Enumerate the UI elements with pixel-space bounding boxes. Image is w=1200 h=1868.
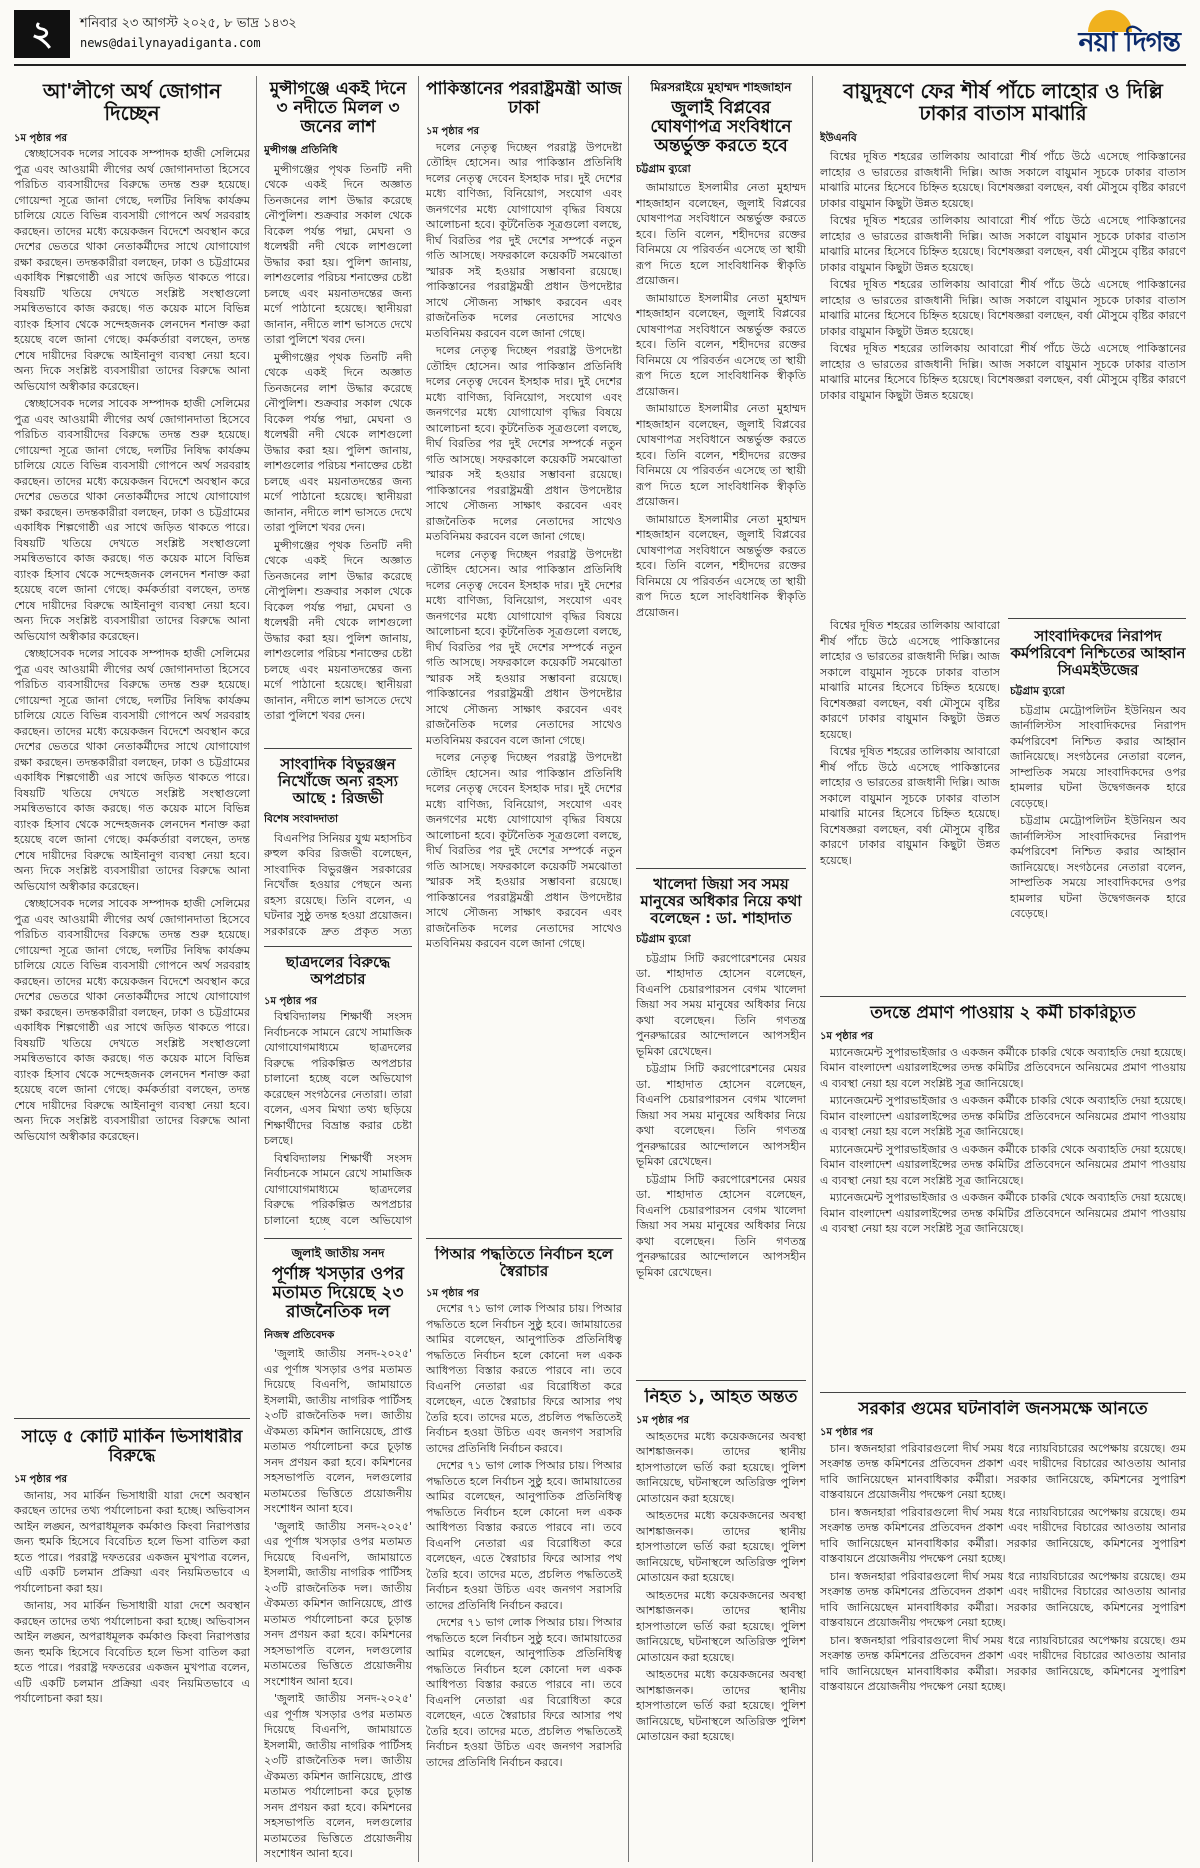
headline[interactable]: তদন্তে প্রমাণ পাওয়ায় ২ কর্মী চাকরিচ্যুত (870, 1004, 1136, 1023)
story-divider (264, 1238, 412, 1239)
story-body: বিশ্ববিদ্যালয় শিক্ষার্থী সংসদ নির্বাচনকে সামনে রেখে সামাজিক যোগাযোগমাধ্যমে ছাত্রদলের বিরুদ্ধে পরিকল্পিত অপপ্রচার চালানো হচ্ছে বলে অভিযোগ করেছেন সংগঠনের নেতারা। তারা বলেন, এসব মিথ্যা তথ্য ছড়িয়ে শিক্ষার্থীদের বিভ্রান্ত করার চেষ্টা চলছে। (264, 1010, 412, 1148)
story-awami (14, 80, 250, 1400)
column-rule (256, 76, 257, 1862)
story-visa (14, 1428, 250, 1862)
byline: বিশেষ সংবাদদাতা (264, 813, 339, 826)
story-divider (636, 1380, 806, 1381)
masthead (14, 8, 1186, 66)
story-divider (636, 868, 806, 869)
continuation-label: ১ম পৃষ্ঠার পর (264, 995, 317, 1007)
headline[interactable]: মুন্সীগঞ্জে একই দিনে ৩ নদীতে মিলল ৩ জনের লাশ (269, 80, 407, 138)
column-rule (812, 76, 813, 1862)
story-body: বিশ্বের দূষিত শহরের তালিকায় আবারো শীর্ষ পাঁচে উঠে এসেছে পাকিস্তানের লাহোর ও ভারতের রাজধানী দিল্লি। আজ সকালে বায়ুমান সূচকে ঢাকার বাতাস মাঝারি মানের হিসেবে চিহ্নিত হয়েছে। বিশেষজ্ঞরা বলছেন, বর্ষা মৌসুমে বৃষ্টির কারণে ঢাকার বায়ুমান কিছুটা উন্নত হয়েছে। (820, 150, 1186, 210)
story-body-more: বিশ্বের দূষিত শহরের তালিকায় আবারো শীর্ষ পাঁচে উঠে এসেছে পাকিস্তানের লাহোর ও ভারতের রাজধানী দিল্লি। আজ সকালে বায়ুমান সূচকে ঢাকার বাতাস মাঝারি মানের হিসেবে চিহ্নিত হয়েছে। বিশেষজ্ঞরা বলছেন, বর্ষা মৌসুমে বৃষ্টির কারণে ঢাকার বায়ুমান কিছুটা উন্নত হয়েছে। (820, 619, 1000, 741)
story-body-more: চট্টগ্রাম মেট্রোপলিটন ইউনিয়ন অব জার্নালিস্টস সাংবাদিকদের নিরাপদ কর্মপরিবেশ নিশ্চিত করার আহ্বান জানিয়েছে। সংগঠনের নেতারা বলেন, সাম্প্রতিক সময়ে সাংবাদিকদের ওপর হামলার ঘটনা উদ্বেগজনক হারে বেড়েছে। (1010, 814, 1186, 921)
continuation-label: ১ম পৃষ্ঠার পর (820, 1031, 873, 1043)
story-body-more: বিশ্বের দূষিত শহরের তালিকায় আবারো শীর্ষ পাঁচে উঠে এসেছে পাকিস্তানের লাহোর ও ভারতের রাজধানী দিল্লি। আজ সকালে বায়ুমান সূচকে ঢাকার বাতাস মাঝারি মানের হিসেবে চিহ্নিত হয়েছে। বিশেষজ্ঞরা বলছেন, বর্ষা মৌসুমে বৃষ্টির কারণে ঢাকার বায়ুমান কিছুটা উন্নত হয়েছে। (820, 278, 1186, 338)
story-body-more: জামায়াতে ইসলামীর নেতা মুহাম্মদ শাহজাহান বলেছেন, জুলাই বিপ্লবের ঘোষণাপত্র সংবিধানে অন্তর্ভুক্ত করতে হবে। তিনি বলেন, শহীদদের রক্তের বিনিময়ে যে পরিবর্তন এসেছে তা স্থায়ী রূপ দিতে হলে সাংবিধানিক স্বীকৃতি প্রয়োজন। (636, 402, 806, 509)
story-body: বিএনপির সিনিয়র যুগ্ম মহাসচিব রুহুল কবির রিজভী বলেছেন, সাংবাদিক বিভুরঞ্জন সরকারের নিখোঁজ হওয়ার পেছনে অন্য রহস্য রয়েছে। তিনি বলেন, এ ঘটনার সুষ্ঠু তদন্ত হওয়া প্রয়োজন। সরকারকে দ্রুত প্রকৃত সত্য (264, 831, 412, 938)
story-body: চান। স্বজনহারা পরিবারগুলো দীর্ঘ সময় ধরে ন্যায়বিচারের অপেক্ষায় রয়েছে। গুম সংক্রান্ত তদন্ত কমিশনের প্রতিবেদন প্রকাশ এবং দায়ীদের বিচারের আওতায় আনার দাবি জানিয়েছেন মানবাধিকার কর্মীরা। সরকার জানিয়েছে, কমিশনের সুপারিশ বাস্তবায়নে প্রয়োজনীয় পদক্ষেপ নেয়া হচ্ছে। (820, 1441, 1186, 1502)
story-divider (264, 748, 412, 749)
story-body-more: দেশের ৭১ ভাগ লোক পিআর চায়। পিআর পদ্ধতিতে হলে নির্বাচন সুষ্ঠু হবে। জামায়াতের আমির বলেছেন, আনুপাতিক প্রতিনিধিত্ব পদ্ধতিতে নির্বাচন হলে কোনো দল একক আধিপত্য বিস্তার করতে পারবে না। তবে বিএনপি নেতারা এর বিরোধিতা করে বলেছেন, এতে স্বৈরাচার ফিরে আসার পথ তৈরি হবে। তাদের মতে, প্রচলিত পদ্ধতিতেই নির্বাচন হওয়া উচিত এবং জনগণ সরাসরি তাদের প্রতিনিধি নির্বাচন করবে। (426, 1459, 622, 1612)
headline[interactable]: পূর্ণাঙ্গ খসড়ার ওপর মতামত দিয়েছে ২৩ রাজনৈতিক দল (271, 1263, 405, 1322)
story-body-more: ম্যানেজমেন্ট সুপারভাইজার ও একজন কর্মীকে চাকরি থেকে অব্যাহতি দেয়া হয়েছে। বিমান বাংলাদেশ এয়ারলাইন্সের তদন্ত কমিটির প্রতিবেদনে অনিয়মের প্রমাণ পাওয়ায় এ ব্যবস্থা নেয়া হয় বলে সংশ্লিষ্ট সূত্র জানিয়েছে। (820, 1142, 1186, 1187)
story-gum (820, 1400, 1186, 1862)
headline[interactable]: সাংবাদিকদের নিরাপদ কর্মপরিবেশ নিশ্চিতের আহ্বান সিএমইউজের (1010, 628, 1186, 679)
story-body-more: মুন্সীগঞ্জের পৃথক তিনটি নদী থেকে একই দিনে অজ্ঞাত তিনজনের লাশ উদ্ধার করেছে নৌপুলিশ। শুক্রবার সকাল থেকে বিকেল পর্যন্ত পদ্মা, মেঘনা ও ধলেশ্বরী নদী থেকে লাশগুলো উদ্ধার করা হয়। পুলিশ জানায়, লাশগুলোর পরিচয় শনাক্তের চেষ্টা চলছে এবং ময়নাতদন্তের জন্য মর্গে পাঠানো হয়েছে। স্থানীয়রা জানান, নদীতে লাশ ভাসতে দেখে তারা পুলিশে খবর দেন। (264, 350, 412, 535)
newspaper-logo (1036, 8, 1186, 60)
byline: চট্টগ্রাম ব্যুরো (1010, 685, 1065, 698)
story-body: স্বেচ্ছাসেবক দলের সাবেক সম্পাদক হাজী সেলিমের পুত্র এবং আওয়ামী লীগের অর্থ জোগানদাতা হিসেবে পরিচিত ব্যবসায়ীদের বিরুদ্ধে তদন্ত শুরু হয়েছে। গোয়েন্দা সূত্রে জানা গেছে, দলটির নিষিদ্ধ কার্যক্রম চালিয়ে যেতে বিভিন্ন ব্যবসায়ী গোপনে অর্থ সরবরাহ করছেন। তাদের মধ্যে কয়েকজন বিদেশে অবস্থান করে দেশের ভেতরে থাকা নেতাকর্মীদের সাথে যোগাযোগ রক্ষা করছেন। তদন্তকারীরা বলছেন, ঢাকা ও চট্টগ্রামের একাধিক শিল্পগোষ্ঠী এর সাথে জড়িত থাকতে পারে। বিষয়টি খতিয়ে দেখতে সংশ্লিষ্ট সংস্থাগুলো সমন্বিতভাবে কাজ করছে। গত কয়েক মাসে বিভিন্ন ব্যাংক হিসাব থেকে সন্দেহজনক লেনদেন শনাক্ত করা হয়েছে বলে জানা গেছে। কর্মকর্তারা বলছেন, তদন্ত শেষে দায়ীদের বিরুদ্ধে আইনানুগ ব্যবস্থা নেয়া হবে। অন্য দিকে সংশ্লিষ্ট ব্যবসায়ীরা তাদের বিরুদ্ধে আনা অভিযোগ অস্বীকার করেছেন। (14, 147, 250, 393)
story-body-more: স্বেচ্ছাসেবক দলের সাবেক সম্পাদক হাজী সেলিমের পুত্র এবং আওয়ামী লীগের অর্থ জোগানদাতা হিসেবে পরিচিত ব্যবসায়ীদের বিরুদ্ধে তদন্ত শুরু হয়েছে। গোয়েন্দা সূত্রে জানা গেছে, দলটির নিষিদ্ধ কার্যক্রম চালিয়ে যেতে বিভিন্ন ব্যবসায়ী গোপনে অর্থ সরবরাহ করছেন। তাদের মধ্যে কয়েকজন বিদেশে অবস্থান করে দেশের ভেতরে থাকা নেতাকর্মীদের সাথে যোগাযোগ রক্ষা করছেন। তদন্তকারীরা বলছেন, ঢাকা ও চট্টগ্রামের একাধিক শিল্পগোষ্ঠী এর সাথে জড়িত থাকতে পারে। বিষয়টি খতিয়ে দেখতে সংশ্লিষ্ট সংস্থাগুলো সমন্বিতভাবে কাজ করছে। গত কয়েক মাসে বিভিন্ন ব্যাংক হিসাব থেকে সন্দেহজনক লেনদেন শনাক্ত করা হয়েছে বলে জানা গেছে। কর্মকর্তারা বলছেন, তদন্ত শেষে দায়ীদের বিরুদ্ধে আইনানুগ ব্যবস্থা নেয়া হবে। অন্য দিকে সংশ্লিষ্ট ব্যবসায়ীরা তাদের বিরুদ্ধে আনা অভিযোগ অস্বীকার করেছেন। (14, 897, 250, 1143)
byline: চট্টগ্রাম ব্যুরো (636, 933, 691, 946)
story-air-pollution (820, 80, 1186, 610)
story-divider (14, 1418, 250, 1419)
story-body-more: দলের নেতৃত্ব দিচ্ছেন পররাষ্ট্র উপদেষ্টা তৌহিদ হোসেন। আর পাকিস্তান প্রতিনিধি দলের নেতৃত্ব দেবেন ইসহাক দার। দুই দেশের মধ্যে বাণিজ্য, বিনিয়োগ, সংযোগ এবং জনগণের মধ্যে যোগাযোগ বৃদ্ধির বিষয়ে আলোচনা হবে। কূটনৈতিক সূত্রগুলো বলছে, দীর্ঘ বিরতির পর দুই দেশের সম্পর্কে নতুন গতি আসছে। সফরকালে কয়েকটি সমঝোতা স্মারক সই হওয়ার সম্ভাবনা রয়েছে। পাকিস্তানের পররাষ্ট্রমন্ত্রী প্রধান উপদেষ্টার সাথে সৌজন্য সাক্ষাৎ করবেন এবং রাজনৈতিক দলের নেতাদের সাথেও মতবিনিময় করবেন বলে জানা গেছে। (426, 751, 622, 951)
headline[interactable]: সাংবাদিক বিভুরঞ্জন নিখোঁজে অন্য রহস্য আছে : রিজভী (277, 756, 399, 807)
story-body-more: চান। স্বজনহারা পরিবারগুলো দীর্ঘ সময় ধরে ন্যায়বিচারের অপেক্ষায় রয়েছে। গুম সংক্রান্ত তদন্ত কমিশনের প্রতিবেদন প্রকাশ এবং দায়ীদের বিচারের আওতায় আনার দাবি জানিয়েছেন মানবাধিকার কর্মীরা। সরকার জানিয়েছে, কমিশনের সুপারিশ বাস্তবায়নে প্রয়োজনীয় পদক্ষেপ নেয়া হচ্ছে। (820, 1505, 1186, 1566)
story-body-more: আহতদের মধ্যে কয়েকজনের অবস্থা আশঙ্কাজনক। তাদের স্থানীয় হাসপাতালে ভর্তি করা হয়েছে। পুলিশ জানিয়েছে, ঘটনাস্থলে অতিরিক্ত পুলিশ মোতায়েন করা হয়েছে। (636, 1509, 806, 1585)
story-body-more: বিশ্বের দূষিত শহরের তালিকায় আবারো শীর্ষ পাঁচে উঠে এসেছে পাকিস্তানের লাহোর ও ভারতের রাজধানী দিল্লি। আজ সকালে বায়ুমান সূচকে ঢাকার বাতাস মাঝারি মানের হিসেবে চিহ্নিত হয়েছে। বিশেষজ্ঞরা বলছেন, বর্ষা মৌসুমে বৃষ্টির কারণে ঢাকার বায়ুমান কিছুটা উন্নত হয়েছে। (820, 214, 1186, 274)
story-body-more: চান। স্বজনহারা পরিবারগুলো দীর্ঘ সময় ধরে ন্যায়বিচারের অপেক্ষায় রয়েছে। গুম সংক্রান্ত তদন্ত কমিশনের প্রতিবেদন প্রকাশ এবং দায়ীদের বিচারের আওতায় আনার দাবি জানিয়েছেন মানবাধিকার কর্মীরা। সরকার জানিয়েছে, কমিশনের সুপারিশ বাস্তবায়নে প্রয়োজনীয় পদক্ষেপ নেয়া হচ্ছে। (820, 1633, 1186, 1694)
story-body-more: ম্যানেজমেন্ট সুপারভাইজার ও একজন কর্মীকে চাকরি থেকে অব্যাহতি দেয়া হয়েছে। বিমান বাংলাদেশ এয়ারলাইন্সের তদন্ত কমিটির প্রতিবেদনে অনিয়মের প্রমাণ পাওয়ায় এ ব্যবস্থা নেয়া হয় বলে সংশ্লিষ্ট সূত্র জানিয়েছে। (820, 1094, 1186, 1139)
headline[interactable]: নিহত ১, আহত অন্তত (644, 1388, 798, 1407)
story-body: চট্টগ্রাম মেট্রোপলিটন ইউনিয়ন অব জার্নালিস্টস সাংবাদিকদের নিরাপদ কর্মপরিবেশ নিশ্চিত করার আহ্বান জানিয়েছে। সংগঠনের নেতারা বলেন, সাম্প্রতিক সময়ে সাংবাদিকদের ওপর হামলার ঘটনা উদ্বেগজনক হারে বেড়েছে। (1010, 703, 1186, 810)
headline[interactable]: সরকার গুমের ঘটনাবলি জনসমক্ষে আনতে (858, 1400, 1148, 1419)
story-body-more: জানায়, সব মার্কিন ভিসাধারী যারা দেশে অবস্থান করছেন তাদের তথ্য পর্যালোচনা করা হচ্ছে। অভিবাসন আইন লঙ্ঘন, অপরাধমূলক কর্মকাণ্ড কিংবা নিরাপত্তার জন্য হুমকি হিসেবে বিবেচিত হলে ভিসা বাতিল করা হতে পারে। পররাষ্ট্র দফতরের একজন মুখপাত্র বলেন, এটি একটি চলমান প্রক্রিয়া এবং নিয়মিতভাবে এ পর্যালোচনা করা হয়। (14, 1599, 250, 1706)
story-body-more: আহতদের মধ্যে কয়েকজনের অবস্থা আশঙ্কাজনক। তাদের স্থানীয় হাসপাতালে ভর্তি করা হয়েছে। পুলিশ জানিয়েছে, ঘটনাস্থলে অতিরিক্ত পুলিশ মোতায়েন করা হয়েছে। (636, 1588, 806, 1664)
story-body-more: দেশের ৭১ ভাগ লোক পিআর চায়। পিআর পদ্ধতিতে হলে নির্বাচন সুষ্ঠু হবে। জামায়াতের আমির বলেছেন, আনুপাতিক প্রতিনিধিত্ব পদ্ধতিতে নির্বাচন হলে কোনো দল একক আধিপত্য বিস্তার করতে পারবে না। তবে বিএনপি নেতারা এর বিরোধিতা করে বলেছেন, এতে স্বৈরাচার ফিরে আসার পথ তৈরি হবে। তাদের মতে, প্রচলিত পদ্ধতিতেই নির্বাচন হওয়া উচিত এবং জনগণ সরাসরি তাদের প্রতিনিধি নির্বাচন করবে। (426, 1616, 622, 1769)
story-body-more: স্বেচ্ছাসেবক দলের সাবেক সম্পাদক হাজী সেলিমের পুত্র এবং আওয়ামী লীগের অর্থ জোগানদাতা হিসেবে পরিচিত ব্যবসায়ীদের বিরুদ্ধে তদন্ত শুরু হয়েছে। গোয়েন্দা সূত্রে জানা গেছে, দলটির নিষিদ্ধ কার্যক্রম চালিয়ে যেতে বিভিন্ন ব্যবসায়ী গোপনে অর্থ সরবরাহ করছেন। তাদের মধ্যে কয়েকজন বিদেশে অবস্থান করে দেশের ভেতরে থাকা নেতাকর্মীদের সাথে যোগাযোগ রক্ষা করছেন। তদন্তকারীরা বলছেন, ঢাকা ও চট্টগ্রামের একাধিক শিল্পগোষ্ঠী এর সাথে জড়িত থাকতে পারে। বিষয়টি খতিয়ে দেখতে সংশ্লিষ্ট সংস্থাগুলো সমন্বিতভাবে কাজ করছে। গত কয়েক মাসে বিভিন্ন ব্যাংক হিসাব থেকে সন্দেহজনক লেনদেন শনাক্ত করা হয়েছে বলে জানা গেছে। কর্মকর্তারা বলছেন, তদন্ত শেষে দায়ীদের বিরুদ্ধে আইনানুগ ব্যবস্থা নেয়া হবে। অন্য দিকে সংশ্লিষ্ট ব্যবসায়ীরা তাদের বিরুদ্ধে আনা অভিযোগ অস্বীকার করেছেন। (14, 397, 250, 643)
kicker: জুলাই জাতীয় সনদ (291, 1246, 385, 1260)
story-body-more: চট্টগ্রাম সিটি করপোরেশনের মেয়র ডা. শাহাদাত হোসেন বলেছেন, বিএনপি চেয়ারপারসন বেগম খালেদা জিয়া সব সময় মানুষের অধিকার নিয়ে কথা বলেছেন। তিনি গণতন্ত্র পুনরুদ্ধারের আন্দোলনে আপসহীন ভূমিকা রেখেছেন। (636, 1062, 806, 1169)
issue-date: শনিবার ২৩ আগস্ট ২০২৫, ৮ ভাদ্র ১৪৩২ (80, 16, 297, 31)
headline[interactable]: পাকিস্তানের পররাষ্ট্রমন্ত্রী আজ ঢাকা (426, 80, 622, 119)
story-khaleda (636, 876, 806, 1372)
story-body-more: জামায়াতে ইসলামীর নেতা মুহাম্মদ শাহজাহান বলেছেন, জুলাই বিপ্লবের ঘোষণাপত্র সংবিধানে অন্তর্ভুক্ত করতে হবে। তিনি বলেন, শহীদদের রক্তের বিনিময়ে যে পরিবর্তন এসেছে তা স্থায়ী রূপ দিতে হলে সাংবিধানিক স্বীকৃতি প্রয়োজন। (636, 291, 806, 398)
story-pr (426, 1246, 622, 1862)
story-employees (820, 1004, 1186, 1384)
logo-text: নয়া দিগন্ত (1078, 27, 1180, 58)
story-body: ম্যানেজমেন্ট সুপারভাইজার ও একজন কর্মীকে চাকরি থেকে অব্যাহতি দেয়া হয়েছে। বিমান বাংলাদেশ এয়ারলাইন্সের তদন্ত কমিটির প্রতিবেদনে অনিয়মের প্রমাণ পাওয়ায় এ ব্যবস্থা নেয়া হয় বলে সংশ্লিষ্ট সূত্র জানিয়েছে। (820, 1045, 1186, 1090)
story-body-more: বিশ্বের দূষিত শহরের তালিকায় আবারো শীর্ষ পাঁচে উঠে এসেছে পাকিস্তানের লাহোর ও ভারতের রাজধানী দিল্লি। আজ সকালে বায়ুমান সূচকে ঢাকার বাতাস মাঝারি মানের হিসেবে চিহ্নিত হয়েছে। বিশেষজ্ঞরা বলছেন, বর্ষা মৌসুমে বৃষ্টির কারণে ঢাকার বায়ুমান কিছুটা উন্নত হয়েছে। (820, 745, 1000, 867)
story-nihato (636, 1388, 806, 1862)
story-july-charter (264, 1246, 412, 1862)
story-body-more: 'জুলাই জাতীয় সনদ-২০২৫' এর পূর্ণাঙ্গ খসড়ার ওপর মতামত দিয়েছে বিএনপি, জামায়াতে ইসলামী, জাতীয় নাগরিক পার্টিসহ ২৩টি রাজনৈতিক দল। জাতীয় ঐকমত্য কমিশন জানিয়েছে, প্রাপ্ত মতামত পর্যালোচনা করে চূড়ান্ত সনদ প্রণয়ন করা হবে। কমিশনের সহসভাপতি বলেন, দলগুলোর মতামতের ভিত্তিতে প্রয়োজনীয় সংশোধন আনা হবে। (264, 1519, 412, 1688)
column-rule (628, 76, 629, 1862)
story-body: দেশের ৭১ ভাগ লোক পিআর চায়। পিআর পদ্ধতিতে হলে নির্বাচন সুষ্ঠু হবে। জামায়াতের আমির বলেছেন, আনুপাতিক প্রতিনিধিত্ব পদ্ধতিতে নির্বাচন হলে কোনো দল একক আধিপত্য বিস্তার করতে পারবে না। তবে বিএনপি নেতারা এর বিরোধিতা করে বলেছেন, এতে স্বৈরাচার ফিরে আসার পথ তৈরি হবে। তাদের মতে, প্রচলিত পদ্ধতিতেই নির্বাচন হওয়া উচিত এবং জনগণ সরাসরি তাদের প্রতিনিধি নির্বাচন করবে। (426, 1302, 622, 1455)
story-pakistan (426, 80, 622, 1230)
story-rizvi (264, 756, 412, 938)
continuation-label: ১ম পৃষ্ঠার পর (820, 1427, 873, 1439)
story-divider (820, 996, 1186, 997)
story-body-more: চান। স্বজনহারা পরিবারগুলো দীর্ঘ সময় ধরে ন্যায়বিচারের অপেক্ষায় রয়েছে। গুম সংক্রান্ত তদন্ত কমিশনের প্রতিবেদন প্রকাশ এবং দায়ীদের বিচারের আওতায় আনার দাবি জানিয়েছেন মানবাধিকার কর্মীরা। সরকার জানিয়েছে, কমিশনের সুপারিশ বাস্তবায়নে প্রয়োজনীয় পদক্ষেপ নেয়া হচ্ছে। (820, 1569, 1186, 1630)
headline[interactable]: খালেদা জিয়া সব সময় মানুষের অধিকার নিয়ে কথা বলেছেন : ডা. শাহাদাত (640, 876, 802, 927)
byline: ইউএনবি (820, 131, 857, 144)
continuation-label: ১ম পৃষ্ঠার পর (426, 1287, 479, 1299)
byline: নিজস্ব প্রতিবেদক (264, 1328, 335, 1341)
byline: মুন্সীগঞ্জ প্রতিনিধি (264, 144, 338, 157)
continuation-label: ১ম পৃষ্ঠার পর (14, 132, 67, 144)
headline[interactable]: সাড়ে ৫ কোটি মার্কিন ভিসাধারীর বিরুদ্ধে (21, 1428, 243, 1467)
headline[interactable]: বায়ুদূষণে ফের শীর্ষ পাঁচে লাহোর ও দিল্লি ঢাকার বাতাস মাঝারি (843, 80, 1163, 126)
story-body-more: জামায়াতে ইসলামীর নেতা মুহাম্মদ শাহজাহান বলেছেন, জুলাই বিপ্লবের ঘোষণাপত্র সংবিধানে অন্তর্ভুক্ত করতে হবে। তিনি বলেন, শহীদদের রক্তের বিনিময়ে যে পরিবর্তন এসেছে তা স্থায়ী রূপ দিতে হলে সাংবিধানিক স্বীকৃতি প্রয়োজন। (636, 512, 806, 619)
news-email[interactable]: news@dailynayadiganta.com (80, 36, 261, 50)
headline[interactable]: পিআর পদ্ধতিতে নির্বাচন হলে স্বৈরাচার (435, 1246, 613, 1280)
story-body-more: আহতদের মধ্যে কয়েকজনের অবস্থা আশঙ্কাজনক। তাদের স্থানীয় হাসপাতালে ভর্তি করা হয়েছে। পুলিশ জানিয়েছে, ঘটনাস্থলে অতিরিক্ত পুলিশ মোতায়েন করা হয়েছে। (636, 1668, 806, 1744)
column-rule (418, 76, 419, 1862)
headline[interactable]: আ'লীগে অর্থ জোগান দিচ্ছেন (42, 80, 222, 126)
story-body-more: বিশ্ববিদ্যালয় শিক্ষার্থী সংসদ নির্বাচনকে সামনে রেখে সামাজিক যোগাযোগমাধ্যমে ছাত্রদলের বিরুদ্ধে পরিকল্পিত অপপ্রচার চালানো হচ্ছে বলে অভিযোগ (264, 1151, 412, 1227)
headline[interactable]: জুলাই বিপ্লবের ঘোষণাপত্র সংবিধানে অন্তর্ভুক্ত করতে হবে (650, 97, 792, 156)
story-divider (426, 1238, 622, 1239)
page-number: ২ (14, 10, 70, 58)
story-divider (820, 1392, 1186, 1393)
story-july-revolution (636, 80, 806, 860)
story-chhatradal (264, 954, 412, 1230)
story-divider (1008, 618, 1186, 619)
story-body: জামায়াতে ইসলামীর নেতা মুহাম্মদ শাহজাহান বলেছেন, জুলাই বিপ্লবের ঘোষণাপত্র সংবিধানে অন্তর্ভুক্ত করতে হবে। তিনি বলেন, শহীদদের রক্তের বিনিময়ে যে পরিবর্তন এসেছে তা স্থায়ী রূপ দিতে হলে সাংবিধানিক স্বীকৃতি প্রয়োজন। (636, 181, 806, 288)
continuation-label: ১ম পৃষ্ঠার পর (14, 1474, 67, 1486)
kicker: মিরসরাইয়ে মুহাম্মদ শাহজাহান (650, 80, 792, 94)
story-munshiganj (264, 80, 412, 740)
continuation-label: ১ম পৃষ্ঠার পর (426, 126, 479, 138)
story-air-continued (820, 618, 1000, 988)
story-body-more: বিশ্বের দূষিত শহরের তালিকায় আবারো শীর্ষ পাঁচে উঠে এসেছে পাকিস্তানের লাহোর ও ভারতের রাজধানী দিল্লি। আজ সকালে বায়ুমান সূচকে ঢাকার বাতাস মাঝারি মানের হিসেবে চিহ্নিত হয়েছে। বিশেষজ্ঞরা বলছেন, বর্ষা মৌসুমে বৃষ্টির কারণে ঢাকার বায়ুমান কিছুটা উন্নত হয়েছে। (820, 342, 1186, 402)
story-body: মুন্সীগঞ্জের পৃথক তিনটি নদী থেকে একই দিনে অজ্ঞাত তিনজনের লাশ উদ্ধার করেছে নৌপুলিশ। শুক্রবার সকাল থেকে বিকেল পর্যন্ত পদ্মা, মেঘনা ও ধলেশ্বরী নদী থেকে লাশগুলো উদ্ধার করা হয়। পুলিশ জানায়, লাশগুলোর পরিচয় শনাক্তের চেষ্টা চলছে এবং ময়নাতদন্তের জন্য মর্গে পাঠানো হয়েছে। স্থানীয়রা জানান, নদীতে লাশ ভাসতে দেখে তারা পুলিশে খবর দেন। (264, 162, 412, 347)
story-body-more: মুন্সীগঞ্জের পৃথক তিনটি নদী থেকে একই দিনে অজ্ঞাত তিনজনের লাশ উদ্ধার করেছে নৌপুলিশ। শুক্রবার সকাল থেকে বিকেল পর্যন্ত পদ্মা, মেঘনা ও ধলেশ্বরী নদী থেকে লাশগুলো উদ্ধার করা হয়। পুলিশ জানায়, লাশগুলোর পরিচয় শনাক্তের চেষ্টা চলছে এবং ময়নাতদন্তের জন্য মর্গে পাঠানো হয়েছে। স্থানীয়রা জানান, নদীতে লাশ ভাসতে দেখে তারা পুলিশে খবর দেন। (264, 538, 412, 723)
story-body-more: স্বেচ্ছাসেবক দলের সাবেক সম্পাদক হাজী সেলিমের পুত্র এবং আওয়ামী লীগের অর্থ জোগানদাতা হিসেবে পরিচিত ব্যবসায়ীদের বিরুদ্ধে তদন্ত শুরু হয়েছে। গোয়েন্দা সূত্রে জানা গেছে, দলটির নিষিদ্ধ কার্যক্রম চালিয়ে যেতে বিভিন্ন ব্যবসায়ী গোপনে অর্থ সরবরাহ করছেন। তাদের মধ্যে কয়েকজন বিদেশে অবস্থান করে দেশের ভেতরে থাকা নেতাকর্মীদের সাথে যোগাযোগ রক্ষা করছেন। তদন্তকারীরা বলছেন, ঢাকা ও চট্টগ্রামের একাধিক শিল্পগোষ্ঠী এর সাথে জড়িত থাকতে পারে। বিষয়টি খতিয়ে দেখতে সংশ্লিষ্ট সংস্থাগুলো সমন্বিতভাবে কাজ করছে। গত কয়েক মাসে বিভিন্ন ব্যাংক হিসাব থেকে সন্দেহজনক লেনদেন শনাক্ত করা হয়েছে বলে জানা গেছে। কর্মকর্তারা বলছেন, তদন্ত শেষে দায়ীদের বিরুদ্ধে আইনানুগ ব্যবস্থা নেয়া হবে। অন্য দিকে সংশ্লিষ্ট ব্যবসায়ীরা তাদের বিরুদ্ধে আনা অভিযোগ অস্বীকার করেছেন। (14, 647, 250, 893)
story-body: 'জুলাই জাতীয় সনদ-২০২৫' এর পূর্ণাঙ্গ খসড়ার ওপর মতামত দিয়েছে বিএনপি, জামায়াতে ইসলামী, জাতীয় নাগরিক পার্টিসহ ২৩টি রাজনৈতিক দল। জাতীয় ঐকমত্য কমিশন জানিয়েছে, প্রাপ্ত মতামত পর্যালোচনা করে চূড়ান্ত সনদ প্রণয়ন করা হবে। কমিশনের সহসভাপতি বলেন, দলগুলোর মতামতের ভিত্তিতে প্রয়োজনীয় সংশোধন আনা হবে। (264, 1347, 412, 1516)
story-body-more: 'জুলাই জাতীয় সনদ-২০২৫' এর পূর্ণাঙ্গ খসড়ার ওপর মতামত দিয়েছে বিএনপি, জামায়াতে ইসলামী, জাতীয় নাগরিক পার্টিসহ ২৩টি রাজনৈতিক দল। জাতীয় ঐকমত্য কমিশন জানিয়েছে, প্রাপ্ত মতামত পর্যালোচনা করে চূড়ান্ত সনদ প্রণয়ন করা হবে। কমিশনের সহসভাপতি বলেন, দলগুলোর মতামতের ভিত্তিতে প্রয়োজনীয় সংশোধন আনা হবে। (264, 1692, 412, 1861)
story-divider (264, 946, 412, 947)
story-body: দলের নেতৃত্ব দিচ্ছেন পররাষ্ট্র উপদেষ্টা তৌহিদ হোসেন। আর পাকিস্তান প্রতিনিধি দলের নেতৃত্ব দেবেন ইসহাক দার। দুই দেশের মধ্যে বাণিজ্য, বিনিয়োগ, সংযোগ এবং জনগণের মধ্যে যোগাযোগ বৃদ্ধির বিষয়ে আলোচনা হবে। কূটনৈতিক সূত্রগুলো বলছে, দীর্ঘ বিরতির পর দুই দেশের সম্পর্কে নতুন গতি আসছে। সফরকালে কয়েকটি সমঝোতা স্মারক সই হওয়ার সম্ভাবনা রয়েছে। পাকিস্তানের পররাষ্ট্রমন্ত্রী প্রধান উপদেষ্টার সাথে সৌজন্য সাক্ষাৎ করবেন এবং রাজনৈতিক দলের নেতাদের সাথেও মতবিনিময় করবেন বলে জানা গেছে। (426, 140, 622, 340)
story-body-more: ম্যানেজমেন্ট সুপারভাইজার ও একজন কর্মীকে চাকরি থেকে অব্যাহতি দেয়া হয়েছে। বিমান বাংলাদেশ এয়ারলাইন্সের তদন্ত কমিটির প্রতিবেদনে অনিয়মের প্রমাণ পাওয়ায় এ ব্যবস্থা নেয়া হয় বলে সংশ্লিষ্ট সূত্র জানিয়েছে। (820, 1191, 1186, 1236)
story-body-more: দলের নেতৃত্ব দিচ্ছেন পররাষ্ট্র উপদেষ্টা তৌহিদ হোসেন। আর পাকিস্তান প্রতিনিধি দলের নেতৃত্ব দেবেন ইসহাক দার। দুই দেশের মধ্যে বাণিজ্য, বিনিয়োগ, সংযোগ এবং জনগণের মধ্যে যোগাযোগ বৃদ্ধির বিষয়ে আলোচনা হবে। কূটনৈতিক সূত্রগুলো বলছে, দীর্ঘ বিরতির পর দুই দেশের সম্পর্কে নতুন গতি আসছে। সফরকালে কয়েকটি সমঝোতা স্মারক সই হওয়ার সম্ভাবনা রয়েছে। পাকিস্তানের পররাষ্ট্রমন্ত্রী প্রধান উপদেষ্টার সাথে সৌজন্য সাক্ষাৎ করবেন এবং রাজনৈতিক দলের নেতাদের সাথেও মতবিনিময় করবেন বলে জানা গেছে। (426, 344, 622, 544)
story-body-more: চট্টগ্রাম সিটি করপোরেশনের মেয়র ডা. শাহাদাত হোসেন বলেছেন, বিএনপি চেয়ারপারসন বেগম খালেদা জিয়া সব সময় মানুষের অধিকার নিয়ে কথা বলেছেন। তিনি গণতন্ত্র পুনরুদ্ধারের আন্দোলনে আপসহীন ভূমিকা রেখেছেন। (636, 1172, 806, 1279)
byline: চট্টগ্রাম ব্যুরো (636, 162, 691, 175)
story-body: আহতদের মধ্যে কয়েকজনের অবস্থা আশঙ্কাজনক। তাদের স্থানীয় হাসপাতালে ভর্তি করা হয়েছে। পুলিশ জানিয়েছে, ঘটনাস্থলে অতিরিক্ত পুলিশ মোতায়েন করা হয়েছে। (636, 1429, 806, 1505)
story-body-more: দলের নেতৃত্ব দিচ্ছেন পররাষ্ট্র উপদেষ্টা তৌহিদ হোসেন। আর পাকিস্তান প্রতিনিধি দলের নেতৃত্ব দেবেন ইসহাক দার। দুই দেশের মধ্যে বাণিজ্য, বিনিয়োগ, সংযোগ এবং জনগণের মধ্যে যোগাযোগ বৃদ্ধির বিষয়ে আলোচনা হবে। কূটনৈতিক সূত্রগুলো বলছে, দীর্ঘ বিরতির পর দুই দেশের সম্পর্কে নতুন গতি আসছে। সফরকালে কয়েকটি সমঝোতা স্মারক সই হওয়ার সম্ভাবনা রয়েছে। পাকিস্তানের পররাষ্ট্রমন্ত্রী প্রধান উপদেষ্টার সাথে সৌজন্য সাক্ষাৎ করবেন এবং রাজনৈতিক দলের নেতাদের সাথেও মতবিনিময় করবেন বলে জানা গেছে। (426, 547, 622, 747)
story-body: জানায়, সব মার্কিন ভিসাধারী যারা দেশে অবস্থান করছেন তাদের তথ্য পর্যালোচনা করা হচ্ছে। অভিবাসন আইন লঙ্ঘন, অপরাধমূলক কর্মকাণ্ড কিংবা নিরাপত্তার জন্য হুমকি হিসেবে বিবেচিত হলে ভিসা বাতিল করা হতে পারে। পররাষ্ট্র দফতরের একজন মুখপাত্র বলেন, এটি একটি চলমান প্রক্রিয়া এবং নিয়মিতভাবে এ পর্যালোচনা করা হয়। (14, 1488, 250, 1595)
story-cmj (1010, 628, 1186, 988)
continuation-label: ১ম পৃষ্ঠার পর (636, 1415, 689, 1427)
story-body: চট্টগ্রাম সিটি করপোরেশনের মেয়র ডা. শাহাদাত হোসেন বলেছেন, বিএনপি চেয়ারপারসন বেগম খালেদা জিয়া সব সময় মানুষের অধিকার নিয়ে কথা বলেছেন। তিনি গণতন্ত্র পুনরুদ্ধারের আন্দোলনে আপসহীন ভূমিকা রেখেছেন। (636, 951, 806, 1058)
headline[interactable]: ছাত্রদলের বিরুদ্ধে অপপ্রচার (285, 954, 391, 988)
